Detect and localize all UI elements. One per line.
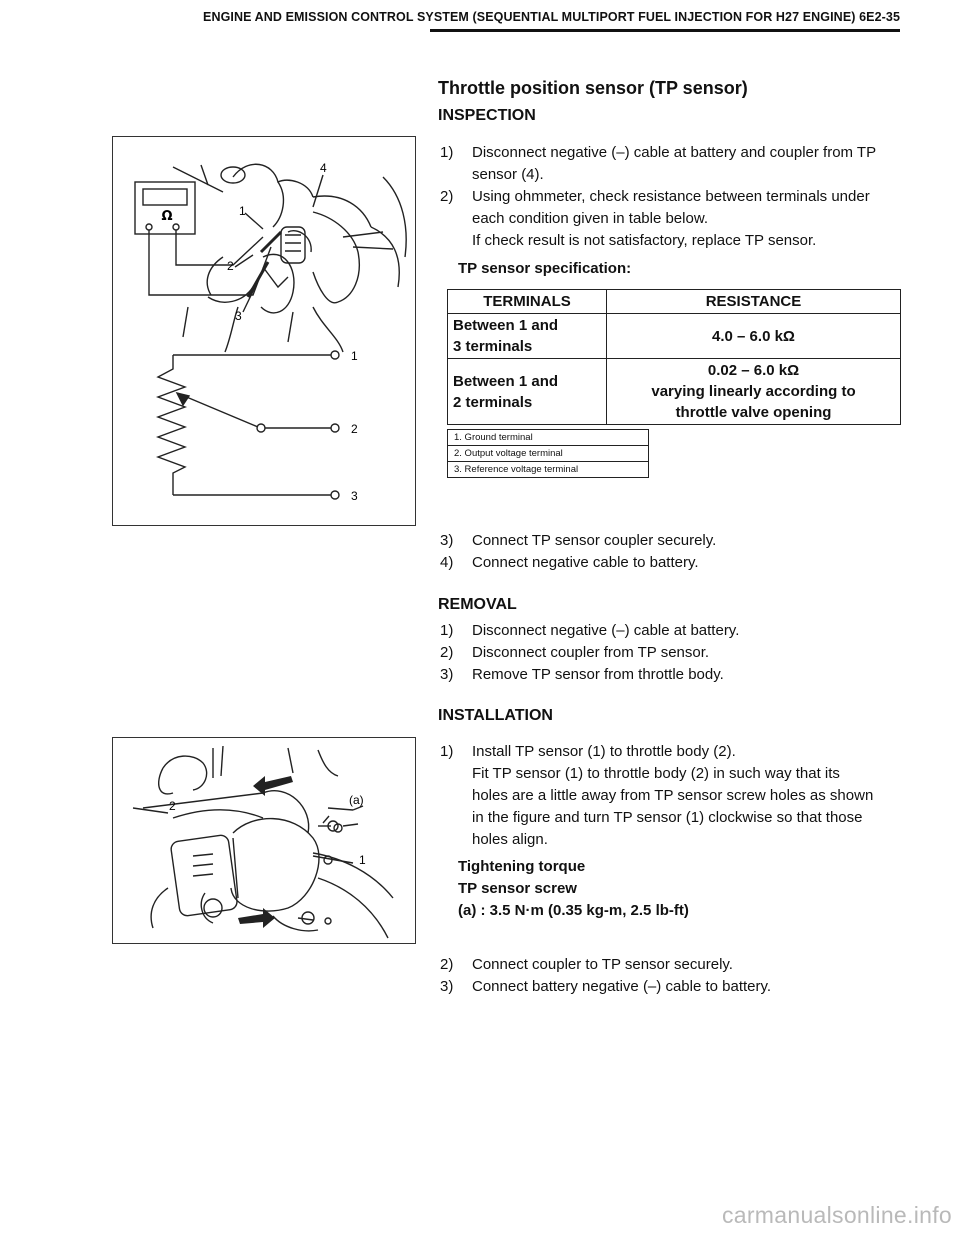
inspection-step-1 [440, 142, 900, 186]
watermark: carmanualsonline.info [721, 1202, 952, 1228]
step-number: 2) [440, 644, 454, 661]
tightening-torque-spec [458, 856, 689, 922]
step-line: Install TP sensor (1) to throttle body (2). [472, 743, 736, 760]
step-text: Connect negative cable to battery. [472, 554, 699, 571]
installation-step-3 [440, 976, 900, 998]
step-number: 3) [440, 666, 454, 683]
step-number: 2) [440, 188, 454, 205]
terminal-legend [447, 429, 649, 478]
figure-label-1: 1 [359, 853, 366, 867]
cell-line: 2 terminals [453, 393, 533, 411]
step-line: each condition given in table below. [472, 210, 709, 227]
cell-line: 0.02 – 6.0 kΩ [707, 362, 800, 379]
installation-step-1 [440, 741, 900, 851]
step-line: holes are a little away from TP sensor screw holes as shown [472, 787, 874, 804]
cell-line: Between 1 and [453, 317, 559, 334]
step-text: Connect battery negative (–) cable to battery. [472, 978, 772, 995]
inspection-step-2 [440, 186, 900, 252]
table-row [448, 359, 901, 425]
circuit-terminal-2: 2 [351, 422, 358, 436]
table-cell-resistance [607, 314, 901, 359]
installation-illustration [113, 738, 415, 943]
step-number: 1) [440, 622, 454, 639]
step-number: 2) [440, 956, 454, 973]
step-text: Disconnect coupler from TP sensor. [472, 644, 710, 661]
figure-label-1: 1 [239, 204, 246, 218]
figure-label-4: 4 [320, 161, 327, 175]
torque-line: (a) : 3.5 N·m (0.35 kg-m, 2.5 lb-ft) [458, 902, 689, 919]
table-header-row [448, 290, 901, 314]
inspection-step-3 [440, 530, 900, 552]
cell-line: throttle valve opening [675, 404, 832, 421]
section-title: Throttle position sensor (TP sensor) [438, 78, 748, 98]
tp-sensor-inspection-figure [112, 136, 416, 526]
rotation-arrows [238, 776, 293, 928]
resistance-spec-table [447, 289, 901, 425]
figure-label-a: (a) [349, 793, 364, 807]
inspection-step-4 [440, 552, 900, 574]
circuit-terminal-3: 3 [351, 489, 358, 503]
figure-label-2: 2 [227, 259, 234, 273]
cell-line: Between 1 and [453, 372, 559, 390]
inspection-illustration [113, 137, 415, 525]
torque-line: TP sensor screw [458, 880, 577, 897]
figure-label-3: 3 [235, 309, 242, 323]
step-text: Connect TP sensor coupler securely. [472, 532, 717, 549]
step-number: 1) [440, 144, 454, 161]
removal-heading: REMOVAL [438, 596, 517, 613]
table-row [448, 314, 901, 359]
spec-label: TP sensor specification: [458, 260, 632, 277]
step-number: 4) [440, 554, 454, 571]
step-number: 3) [440, 978, 454, 995]
cell-line: varying linearly according to [651, 383, 856, 400]
step-number: 3) [440, 532, 454, 549]
header-rule [430, 29, 900, 32]
step-line: holes align. [472, 831, 548, 848]
step-line: in the figure and turn TP sensor (1) clockwise so that those [472, 809, 863, 826]
circuit-terminal-1: 1 [351, 349, 358, 363]
legend-item: 1. Ground terminal [448, 430, 649, 446]
table-cell-resistance [607, 359, 901, 425]
step-line: sensor (4). [472, 166, 544, 183]
step-number: 1) [440, 743, 454, 760]
step-line: Fit TP sensor (1) to throttle body (2) in such way that its [472, 765, 840, 782]
table-header-terminals: TERMINALS [448, 290, 607, 314]
removal-step-2 [440, 642, 900, 664]
step-text: Remove TP sensor from throttle body. [472, 666, 724, 683]
removal-step-1 [440, 620, 900, 642]
step-text: Connect coupler to TP sensor securely. [472, 956, 733, 973]
potentiometer-circuit [158, 351, 339, 499]
cell-line: 3 terminals [453, 338, 533, 355]
figure-label-2: 2 [169, 799, 176, 813]
step-line: Using ohmmeter, check resistance between terminals under [472, 188, 870, 205]
step-line: If check result is not satisfactory, replace TP sensor. [472, 232, 817, 249]
installation-step-2 [440, 954, 900, 976]
step-line: Disconnect negative (–) cable at battery and coupler from TP [472, 144, 877, 161]
ohm-symbol: Ω [161, 209, 173, 224]
step-text: Disconnect negative (–) cable at battery. [472, 622, 740, 639]
table-cell-terminals [448, 314, 607, 359]
legend-item: 2. Output voltage terminal [448, 446, 649, 462]
removal-step-3 [440, 664, 900, 686]
table-cell-terminals [448, 359, 607, 425]
legend-item: 3. Reference voltage terminal [448, 462, 649, 478]
tp-sensor-installation-figure [112, 737, 416, 944]
torque-line: Tightening torque [458, 858, 586, 875]
inspection-heading: INSPECTION [438, 107, 536, 124]
installation-heading: INSTALLATION [438, 707, 553, 724]
table-header-resistance: RESISTANCE [607, 290, 901, 314]
cell-line: 4.0 – 6.0 kΩ [712, 327, 795, 345]
page-header-title: ENGINE AND EMISSION CONTROL SYSTEM (SEQUENTIAL MULTIPORT FUEL INJECTION FOR H27 ENGINE) 6E2-35 [203, 10, 900, 24]
